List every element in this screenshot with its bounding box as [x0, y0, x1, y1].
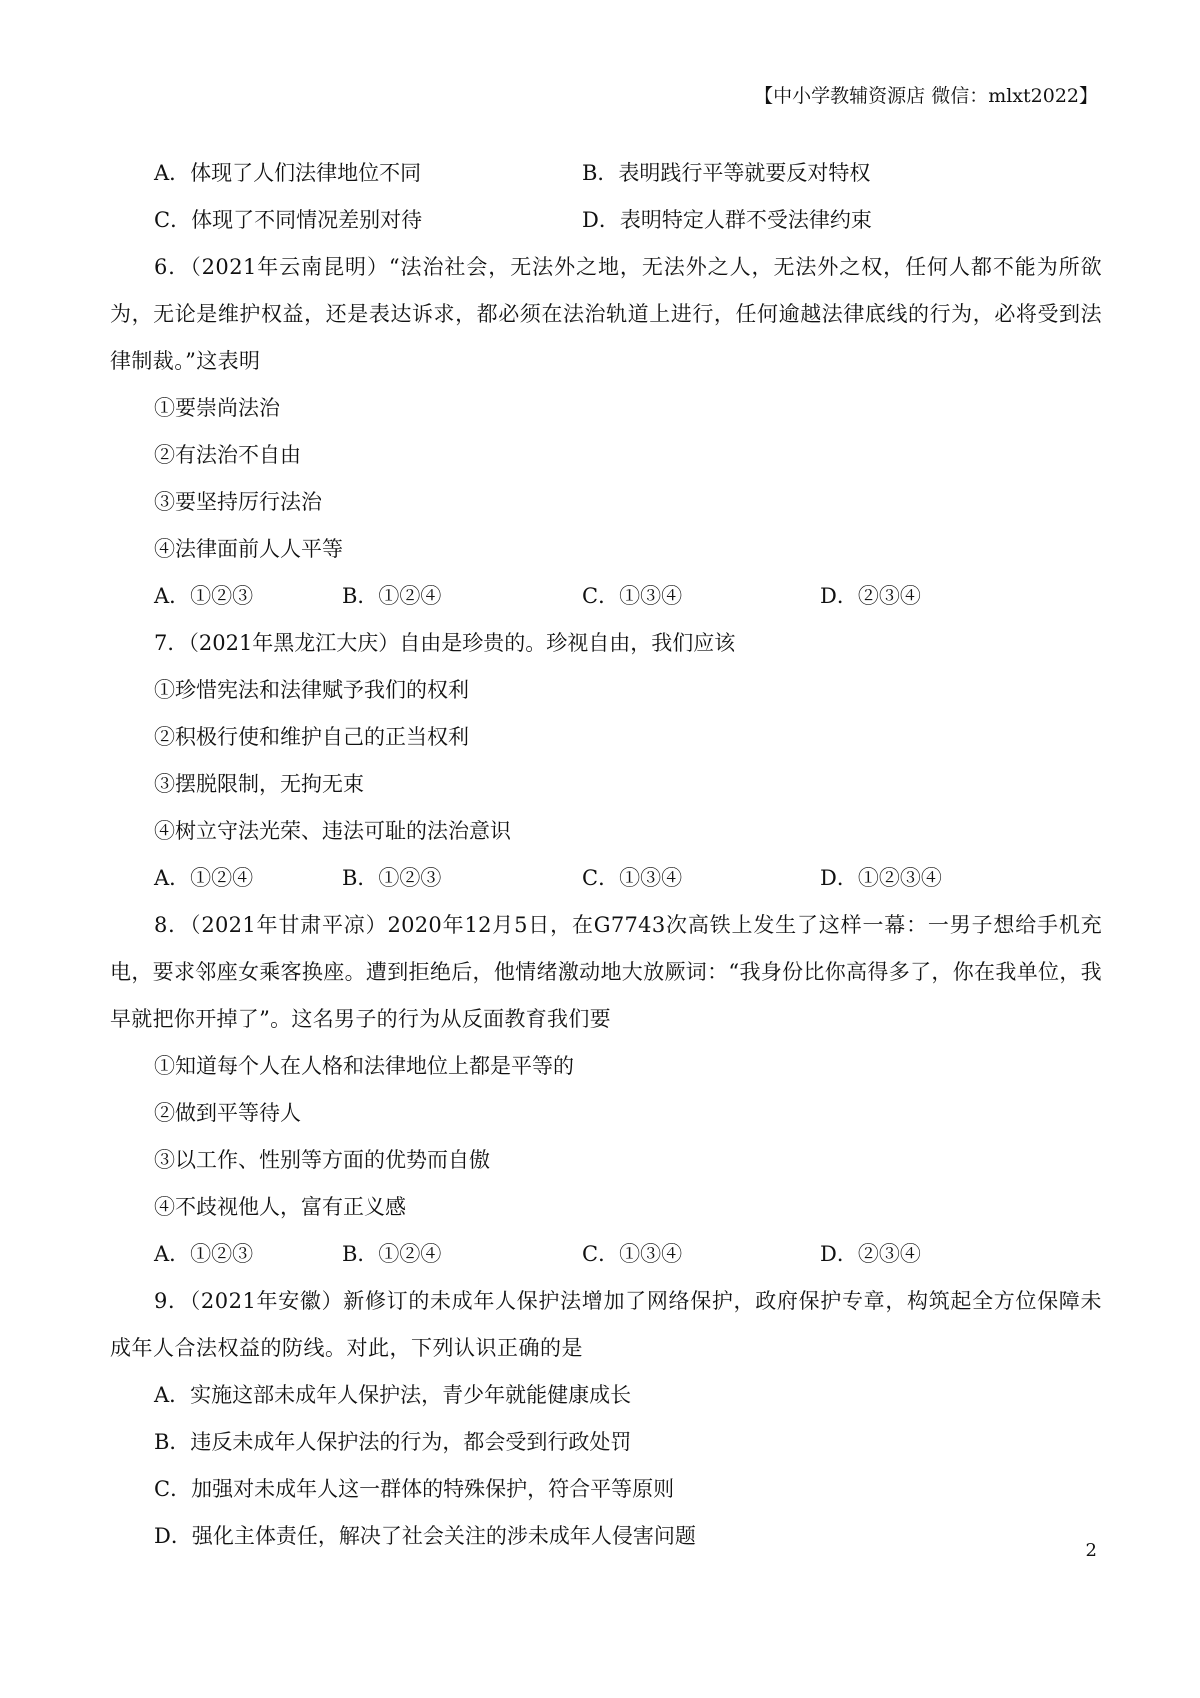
question-6-stem: 6．（2021年云南昆明）“法治社会，无法外之地，无法外之人，无法外之权，任何人都不能为所欲为，无论是维护权益，还是表达诉求，都必须在法治轨道上进行，任何逾越法律底线的行为，必将受到法律制裁。”这表明: [110, 255, 1102, 373]
question-6-item-1: ①要崇尚法治: [154, 396, 280, 420]
question-8-item-1: ①知道每个人在人格和法律地位上都是平等的: [154, 1054, 574, 1078]
question-7-item-1: ①珍惜宪法和法律赋予我们的权利: [154, 678, 469, 702]
question-8-stem: 8．（2021年甘肃平凉）2020年12月5日，在G7743次高铁上发生了这样一幕：一男子想给手机充电，要求邻座女乘客换座。遭到拒绝后，他情绪激动地大放厥词：“我身份比你高得多了，你在我单位，我早就把你开掉了”。这名男子的行为从反面教育我们要: [110, 913, 1102, 1031]
prev-question-options-row-2: [110, 197, 1102, 244]
question-7-item-3: ③摆脱限制，无拘无束: [154, 772, 364, 796]
option-d: D．表明特定人群不受法律约束: [582, 208, 872, 232]
question-8-item-3: ③以工作、性别等方面的优势而自傲: [154, 1148, 490, 1172]
question-7-options: [110, 855, 1102, 902]
question-9-stem: 9．（2021年安徽）新修订的未成年人保护法增加了网络保护，政府保护专章，构筑起全方位保障未成年人合法权益的防线。对此，下列认识正确的是: [110, 1289, 1102, 1360]
question-8-item-2: ②做到平等待人: [154, 1101, 301, 1125]
prev-question-options-row-1: [110, 150, 1102, 197]
question-7-stem: 7．（2021年黑龙江大庆）自由是珍贵的。珍视自由，我们应该: [154, 631, 736, 655]
question-9-option-d: D．强化主体责任，解决了社会关注的涉未成年人侵害问题: [154, 1524, 696, 1548]
question-6-options: [110, 573, 1102, 620]
option-c: C．①③④: [582, 866, 683, 890]
option-d: D．②③④: [820, 1242, 921, 1266]
document-body: [110, 150, 1102, 1560]
page-header: 【中小学教辅资源店 微信：mlxt2022】: [754, 85, 1098, 107]
question-7-item-4: ④树立守法光荣、违法可耻的法治意识: [154, 819, 511, 843]
question-8-options: [110, 1231, 1102, 1278]
question-6-item-3: ③要坚持厉行法治: [154, 490, 322, 514]
option-a: A．①②③: [154, 584, 254, 608]
question-9-option-c: C．加强对未成年人这一群体的特殊保护，符合平等原则: [154, 1477, 675, 1501]
option-b: B．①②④: [342, 584, 442, 608]
option-a: A．①②③: [154, 1242, 254, 1266]
question-9-option-b: B．违反未成年人保护法的行为，都会受到行政处罚: [154, 1430, 632, 1454]
option-a: A．①②④: [154, 866, 254, 890]
option-c: C．①③④: [582, 1242, 683, 1266]
question-6-item-4: ④法律面前人人平等: [154, 537, 343, 561]
option-d: D．①②③④: [820, 866, 942, 890]
option-c: C．体现了不同情况差别对待: [154, 208, 423, 232]
question-6-item-2: ②有法治不自由: [154, 443, 301, 467]
question-7-item-2: ②积极行使和维护自己的正当权利: [154, 725, 469, 749]
option-c: C．①③④: [582, 584, 683, 608]
question-8-item-4: ④不歧视他人，富有正义感: [154, 1195, 406, 1219]
option-b: B．表明践行平等就要反对特权: [582, 161, 871, 185]
option-d: D．②③④: [820, 584, 921, 608]
page-number: 2: [1085, 1540, 1097, 1561]
question-9-option-a: A．实施这部未成年人保护法，青少年就能健康成长: [154, 1383, 632, 1407]
option-a: A．体现了人们法律地位不同: [154, 161, 422, 185]
option-b: B．①②④: [342, 1242, 442, 1266]
option-b: B．①②③: [342, 866, 442, 890]
